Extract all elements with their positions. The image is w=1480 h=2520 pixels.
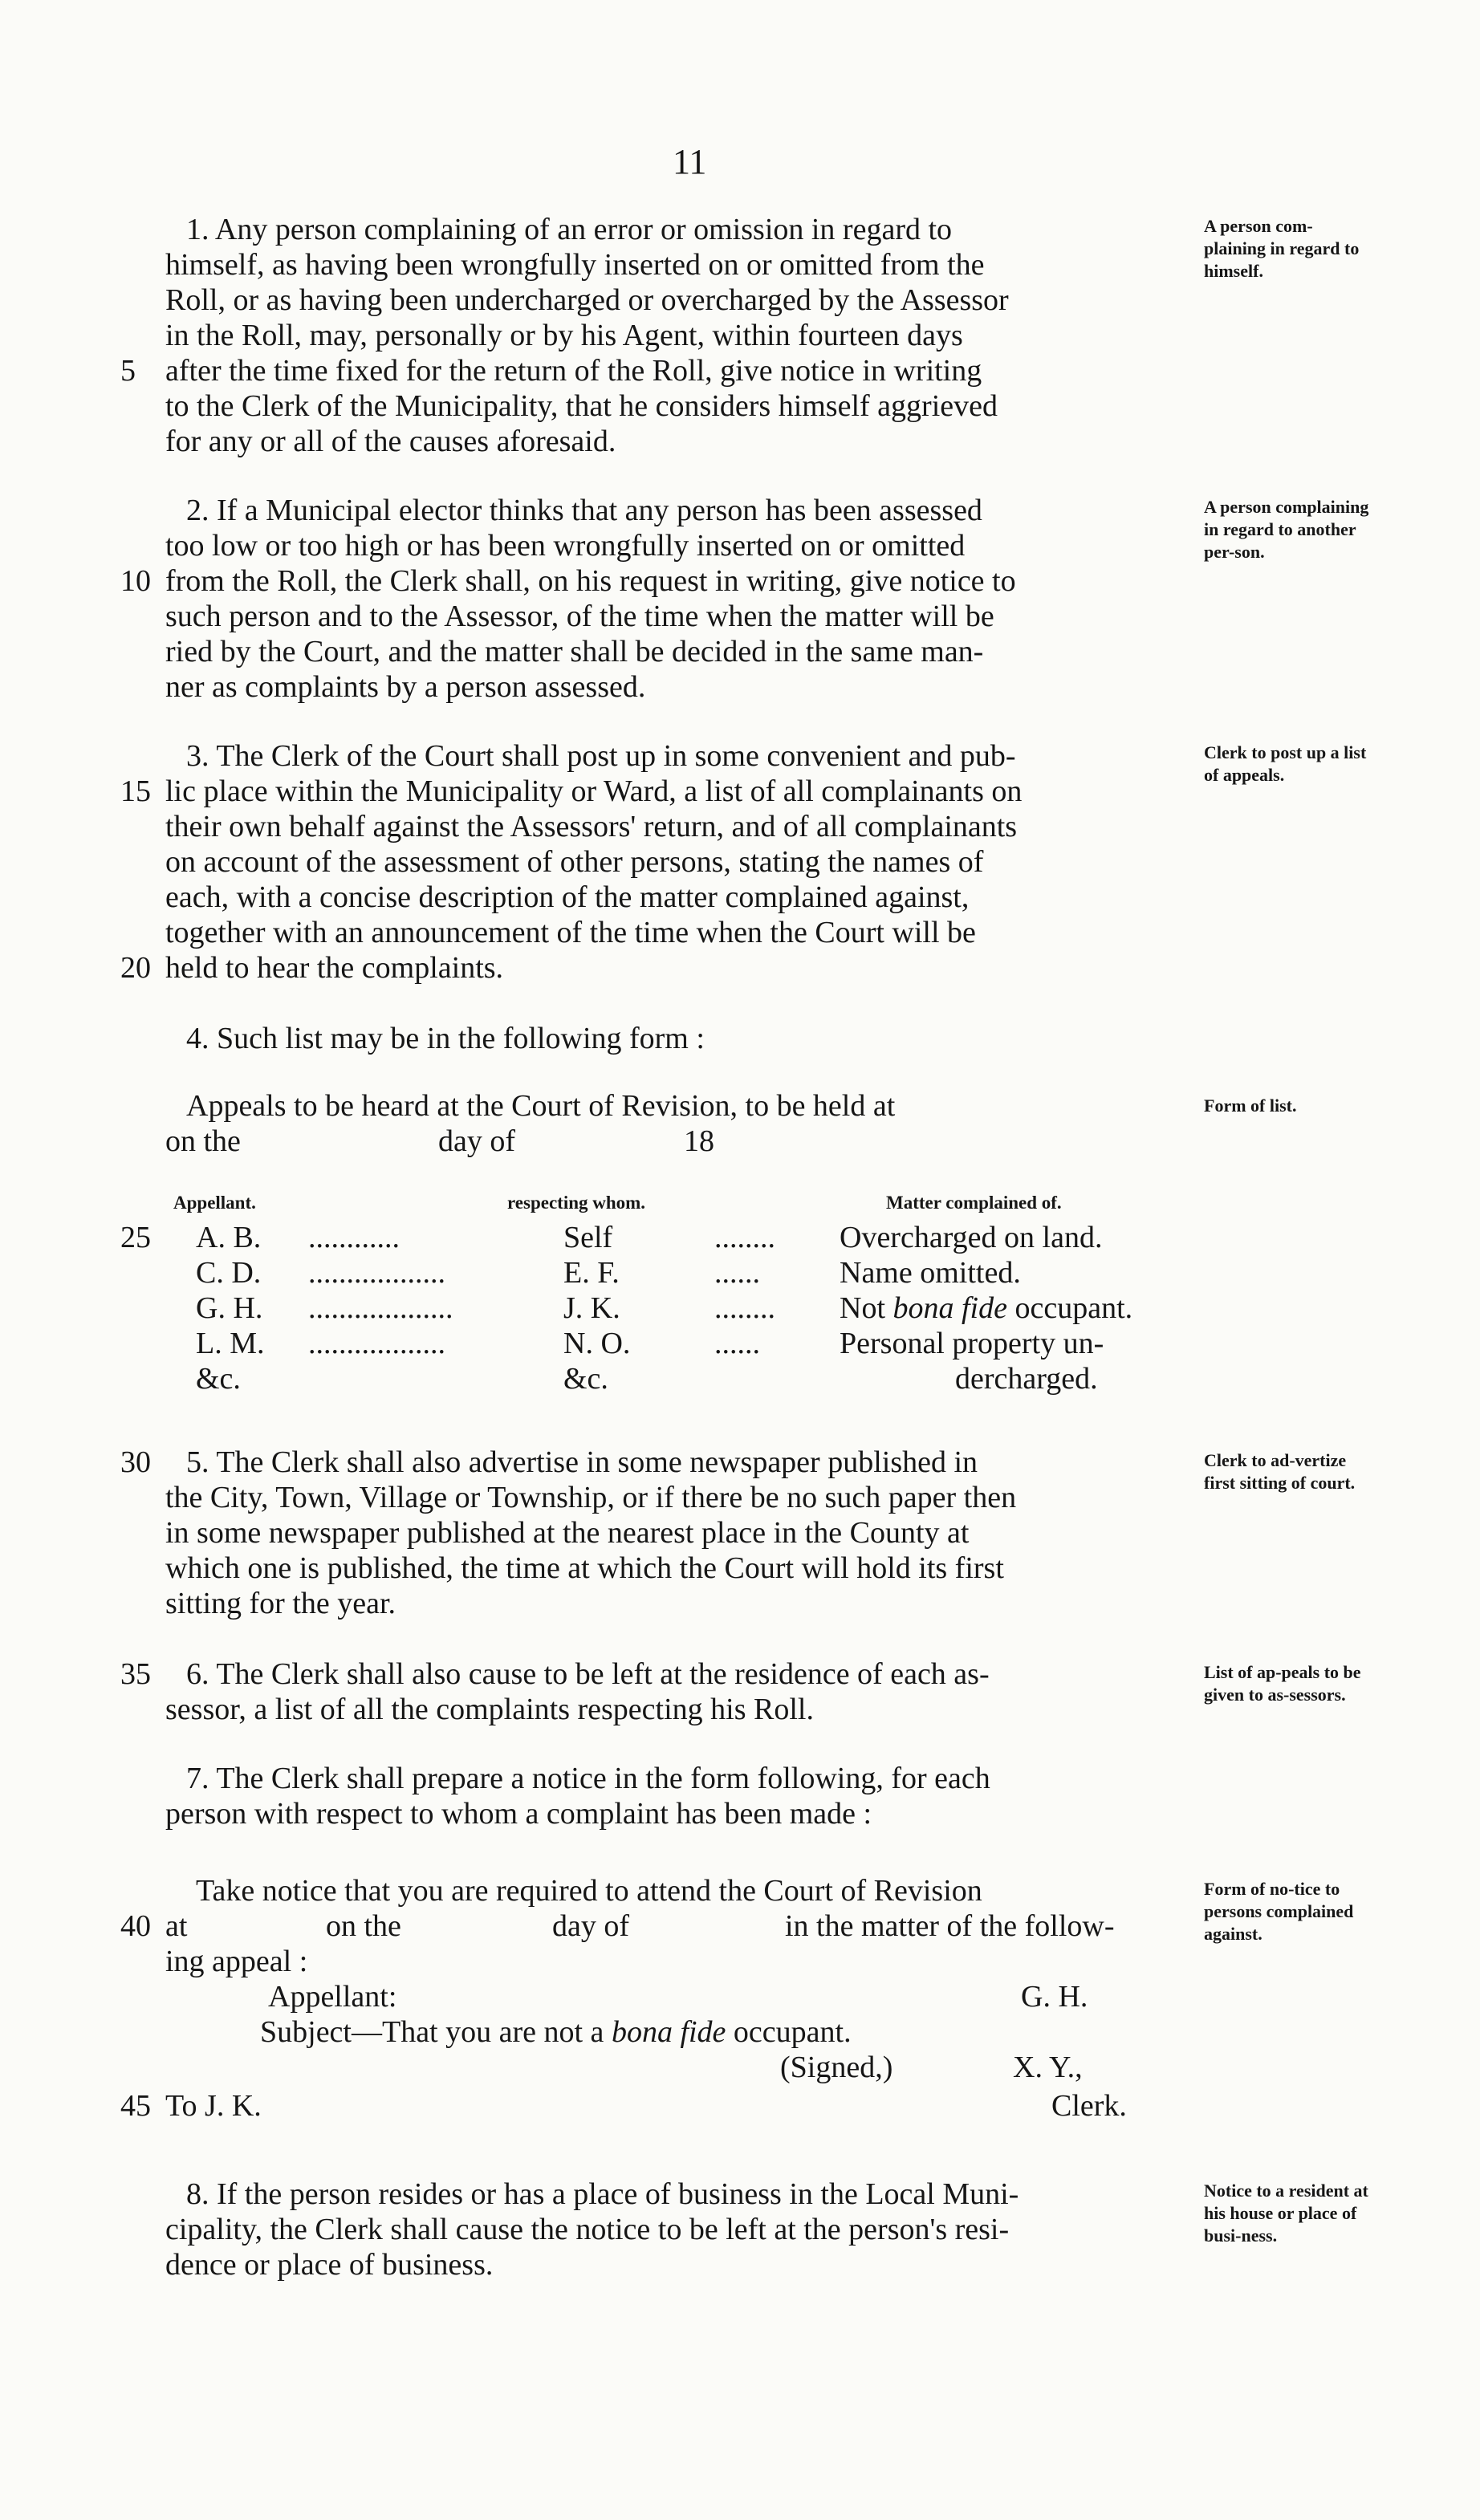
row-2-matter: Name omitted. bbox=[840, 1256, 1021, 1290]
header-matter: Matter complained of. bbox=[886, 1193, 1062, 1213]
row-5-appellant: &c. bbox=[196, 1362, 241, 1396]
s1-line-6: to the Clerk of the Municipality, that he considers himself aggrieved bbox=[165, 389, 998, 423]
row-1-appellant: A. B. bbox=[196, 1221, 262, 1254]
margin-note-6: List of ap-peals to be given to as-sessors. bbox=[1204, 1662, 1361, 1705]
row-3-matter bbox=[840, 1289, 1132, 1327]
s1-line-4: in the Roll, may, personally or by his Agent, within fourteen days bbox=[165, 319, 963, 352]
s2-line-2: too low or too high or has been wrongfully inserted on or omitted bbox=[165, 529, 966, 563]
notice-to: To J. K. bbox=[165, 2089, 262, 2123]
row-2-appellant: C. D. bbox=[196, 1256, 262, 1290]
line-number-25: 25 bbox=[120, 1221, 151, 1254]
line-number-30: 30 bbox=[120, 1445, 151, 1479]
s2-line-4: such person and to the Assessor, of the time when the matter will be bbox=[165, 600, 994, 633]
s6-line-1: 6. The Clerk shall also cause to be left at the residence of each as- bbox=[186, 1657, 990, 1691]
row-4-matter: Personal property un- bbox=[840, 1327, 1104, 1360]
s5-line-2: the City, Town, Village or Township, or if there be no such paper then bbox=[165, 1481, 1017, 1514]
s3-line-4: on account of the assessment of other persons, stating the names of bbox=[165, 845, 984, 879]
subject-plain: Subject—That you are not a bbox=[260, 2015, 612, 2049]
s3-line-5: each, with a concise description of the matter complained against, bbox=[165, 880, 970, 914]
margin-note-1: A person com-plaining in regard to himself. bbox=[1204, 216, 1360, 281]
notice-clerk: Clerk. bbox=[1051, 2089, 1127, 2123]
row-1-matter: Overcharged on land. bbox=[840, 1221, 1103, 1254]
line-number-15: 15 bbox=[120, 774, 151, 808]
line-number-40: 40 bbox=[120, 1909, 151, 1943]
margin-note-7: Form of no-tice to persons complained against. bbox=[1204, 1879, 1354, 1944]
margin-note-5: Clerk to ad-vertize first sitting of court. bbox=[1204, 1450, 1356, 1493]
row-1-dots2: ........ bbox=[714, 1221, 775, 1254]
row-4-appellant: L. M. bbox=[196, 1327, 265, 1360]
s3-line-3: their own behalf against the Assessors' return, and of all complainants bbox=[165, 810, 1018, 843]
s7-line-1: 7. The Clerk shall prepare a notice in the form following, for each bbox=[186, 1762, 990, 1795]
row-4-dots: .................. bbox=[308, 1327, 445, 1360]
notice-line-1: Take notice that you are required to attend the Court of Revision bbox=[196, 1874, 982, 1908]
appeals-year: 18 bbox=[684, 1124, 714, 1158]
margin-note-2: A person complaining in regard to another per-son. bbox=[1204, 497, 1369, 562]
row-2-whom: E. F. bbox=[563, 1256, 620, 1290]
notice-at: at bbox=[165, 1909, 188, 1943]
s5-line-4: which one is published, the time at which the Court will hold its first bbox=[165, 1551, 1004, 1585]
signed-label: (Signed,) bbox=[780, 2051, 893, 2084]
s8-line-2: cipality, the Clerk shall cause the notice to be left at the person's resi- bbox=[165, 2213, 1010, 2246]
s1-line-5: after the time fixed for the return of the Roll, give notice in writing bbox=[165, 354, 982, 388]
s1-line-1: 1. Any person complaining of an error or omission in regard to bbox=[186, 213, 953, 246]
s5-line-1: 5. The Clerk shall also advertise in some newspaper published in bbox=[186, 1445, 978, 1479]
notice-on-the: on the bbox=[326, 1909, 401, 1943]
s2-line-6: ner as complaints by a person assessed. bbox=[165, 670, 646, 704]
signer-name: X. Y., bbox=[1013, 2051, 1083, 2084]
margin-note-8: Notice to a resident at his house or place of busi-ness. bbox=[1204, 2181, 1368, 2246]
appeals-line-1: Appeals to be heard at the Court of Revision, to be held at bbox=[186, 1089, 896, 1123]
row-3-dots2: ........ bbox=[714, 1291, 775, 1325]
row-3-matter-italic: bona fide bbox=[892, 1291, 1007, 1325]
notice-line-3: ing appeal : bbox=[165, 1945, 308, 1978]
appellant-value: G. H. bbox=[1021, 1980, 1088, 2014]
row-1-dots: ............ bbox=[308, 1221, 400, 1254]
s4-line-1: 4. Such list may be in the following form : bbox=[186, 1022, 705, 1055]
subject-italic: bona fide bbox=[611, 2015, 726, 2049]
row-4-dots2: ...... bbox=[714, 1327, 760, 1360]
line-number-35: 35 bbox=[120, 1657, 151, 1691]
s8-line-1: 8. If the person resides or has a place of business in the Local Muni- bbox=[186, 2177, 1019, 2211]
row-2-dots2: ...... bbox=[714, 1256, 760, 1290]
subject-line bbox=[260, 2013, 852, 2051]
header-respecting-whom: respecting whom. bbox=[507, 1193, 646, 1213]
s7-line-2: person with respect to whom a complaint has been made : bbox=[165, 1797, 872, 1831]
row-5-matter: dercharged. bbox=[955, 1362, 1098, 1396]
subject-rest: occupant. bbox=[726, 2015, 852, 2049]
row-2-dots: .................. bbox=[308, 1256, 445, 1290]
s5-line-5: sitting for the year. bbox=[165, 1587, 396, 1620]
line-number-10: 10 bbox=[120, 564, 151, 598]
line-number-20: 20 bbox=[120, 951, 151, 985]
s3-line-1: 3. The Clerk of the Court shall post up in some convenient and pub- bbox=[186, 739, 1016, 773]
row-3-matter-rest: occupant. bbox=[1006, 1291, 1133, 1325]
margin-note-4: Form of list. bbox=[1204, 1095, 1297, 1116]
s2-line-3: from the Roll, the Clerk shall, on his request in writing, give notice to bbox=[165, 564, 1016, 598]
s1-line-3: Roll, or as having been undercharged or overcharged by the Assessor bbox=[165, 283, 1009, 317]
notice-matter: in the matter of the follow- bbox=[785, 1909, 1115, 1943]
header-appellant: Appellant. bbox=[173, 1193, 256, 1213]
row-4-whom: N. O. bbox=[563, 1327, 631, 1360]
s3-line-2: lic place within the Municipality or Ward, a list of all complainants on bbox=[165, 774, 1023, 808]
s2-line-5: ried by the Court, and the matter shall be decided in the same man- bbox=[165, 635, 984, 669]
appeals-day-of: day of bbox=[438, 1124, 516, 1158]
row-3-whom: J. K. bbox=[563, 1291, 620, 1325]
s6-line-2: sessor, a list of all the complaints respecting his Roll. bbox=[165, 1693, 814, 1726]
line-number-45: 45 bbox=[120, 2089, 151, 2123]
row-5-whom: &c. bbox=[563, 1362, 608, 1396]
appellant-label: Appellant: bbox=[268, 1980, 397, 2014]
appeals-on-the: on the bbox=[165, 1124, 241, 1158]
margin-note-3: Clerk to post up a list of appeals. bbox=[1204, 742, 1367, 785]
row-3-dots: ................... bbox=[308, 1291, 453, 1325]
row-3-matter-plain: Not bbox=[840, 1291, 893, 1325]
s5-line-3: in some newspaper published at the nearest place in the County at bbox=[165, 1516, 970, 1550]
row-3-appellant: G. H. bbox=[196, 1291, 263, 1325]
s1-line-2: himself, as having been wrongfully inserted on or omitted from the bbox=[165, 248, 985, 282]
notice-day-of: day of bbox=[552, 1909, 630, 1943]
s2-line-1: 2. If a Municipal elector thinks that any person has been assessed bbox=[186, 494, 982, 527]
s3-line-6: together with an announcement of the time when the Court will be bbox=[165, 916, 976, 949]
s3-line-7: held to hear the complaints. bbox=[165, 951, 504, 985]
row-1-whom: Self bbox=[563, 1221, 613, 1254]
page-number: 11 bbox=[673, 142, 707, 181]
line-number-5: 5 bbox=[120, 354, 136, 388]
s1-line-7: for any or all of the causes aforesaid. bbox=[165, 425, 616, 458]
s8-line-3: dence or place of business. bbox=[165, 2248, 494, 2282]
